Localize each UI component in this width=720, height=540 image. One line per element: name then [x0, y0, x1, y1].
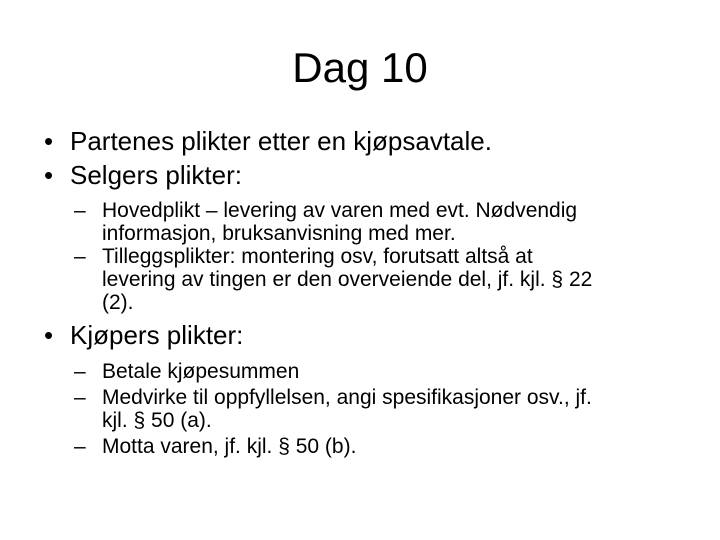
bullet-icon: • — [44, 160, 54, 190]
bullet-icon: • — [44, 320, 54, 350]
sub-bullet-text: Medvirke til oppfyllelsen, angi spesifikasjoner osv., jf. kjl. § 50 (a). — [102, 386, 592, 432]
dash-icon: – — [74, 199, 86, 222]
dash-icon: – — [74, 245, 86, 268]
sub-bullet-text: Tilleggsplikter: montering osv, forutsatt altså at levering av tingen er den overveiende del, jf. kjl. § 22 (2). — [102, 245, 593, 314]
bullet-text: Selgers plikter: — [70, 160, 242, 190]
bullet-text: Kjøpers plikter: — [70, 320, 244, 350]
dash-icon: – — [74, 435, 86, 458]
slide-title: Dag 10 — [292, 44, 428, 91]
dash-icon: – — [74, 386, 86, 409]
sub-bullet-text: Hovedplikt – levering av varen med evt. Nødvendig informasjon, bruksanvisning med mer. — [102, 199, 578, 245]
sub-bullet-text: Motta varen, jf. kjl. § 50 (b). — [102, 435, 357, 458]
sub-bullet-text: Betale kjøpesummen — [102, 360, 300, 383]
bullet-icon: • — [44, 126, 54, 156]
dash-icon: – — [74, 360, 86, 383]
bullet-text: Partenes plikter etter en kjøpsavtale. — [70, 126, 492, 156]
